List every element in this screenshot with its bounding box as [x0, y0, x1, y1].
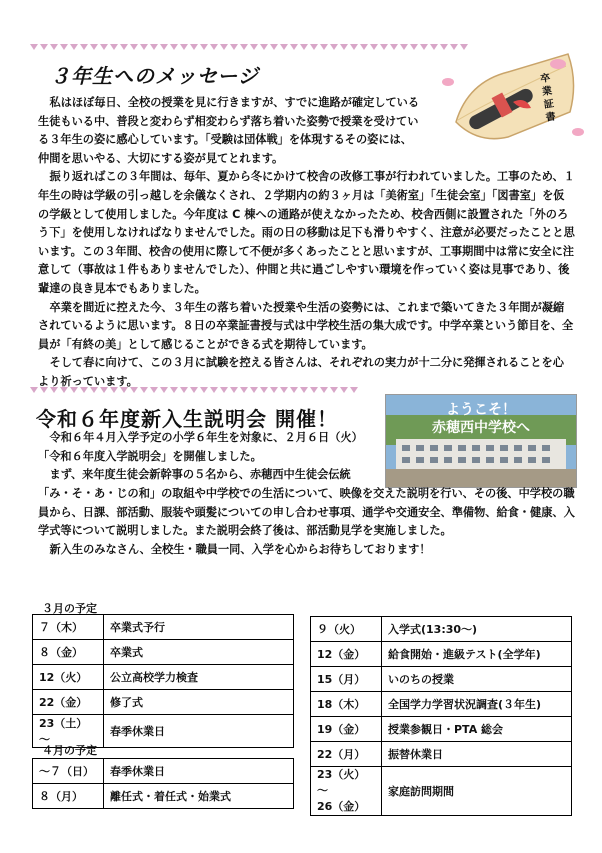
divider-mark [120, 387, 128, 393]
divider-mark [310, 44, 318, 50]
divider-mark [350, 387, 358, 393]
message-paragraph: 私はほぼ毎日、全校の授業を見に行きますが、すでに進路が確定している生徒もいる中、普段と変わらず相変わらず落ち着いた姿勢で授業を受けている３年生の姿に感心しています。「受験は団体戦」を体現するその姿には、仲間を思いやる、大切にする姿が見てとれます。 [38, 96, 420, 165]
divider-mark [270, 44, 278, 50]
schedule-event: 振替休業日 [382, 742, 572, 767]
schedule-row [311, 767, 572, 816]
divider-mark [210, 387, 218, 393]
divider-mark [340, 44, 348, 50]
top-divider [30, 44, 470, 50]
schedule-date: ８（月） [33, 784, 104, 809]
divider-mark [200, 44, 208, 50]
schedule-event: 卒業式予行 [104, 615, 294, 640]
divider-mark [210, 44, 218, 50]
orientation-line: 「令和６年度入学説明会」を開催しました。 [38, 449, 262, 463]
divider-mark [90, 387, 98, 393]
schedule-date: 19（金） [311, 717, 382, 742]
divider-mark [200, 387, 208, 393]
middle-divider [30, 387, 360, 393]
april-schedule-title: ４月の予定 [42, 744, 97, 757]
march-schedule-title: ３月の予定 [42, 602, 97, 615]
divider-mark [150, 387, 158, 393]
divider-mark [250, 44, 258, 50]
divider-mark [180, 44, 188, 50]
divider-mark [420, 44, 428, 50]
divider-mark [320, 387, 328, 393]
divider-mark [230, 387, 238, 393]
divider-mark [120, 44, 128, 50]
divider-mark [90, 44, 98, 50]
message-paragraph: 卒業を間近に控えた今、３年生の落ち着いた授業や生活の姿勢には、これまで築いてきた３年間が凝縮されているように思います。８日の卒業証書授与式は中学校生活の集大成です。中学卒業という節目を、全員が「有終の美」として感じることができる式を期待しています。 [38, 300, 574, 351]
divider-mark [50, 44, 58, 50]
schedule-row [311, 692, 572, 717]
divider-mark [330, 387, 338, 393]
divider-mark [290, 44, 298, 50]
schedule-row [311, 667, 572, 692]
divider-mark [300, 44, 308, 50]
divider-mark [260, 44, 268, 50]
schedule-date: 23（土）～ [33, 715, 104, 748]
schedule-row [33, 640, 294, 665]
schedule-date: 18（木） [311, 692, 382, 717]
divider-mark [230, 44, 238, 50]
divider-mark [430, 44, 438, 50]
divider-mark [300, 387, 308, 393]
divider-mark [30, 387, 38, 393]
divider-mark [270, 387, 278, 393]
april-schedule-table-right [310, 616, 572, 816]
divider-mark [340, 387, 348, 393]
divider-mark [250, 387, 258, 393]
divider-mark [220, 387, 228, 393]
divider-mark [80, 44, 88, 50]
schedule-event: 給食開始・進級テスト(全学年) [382, 642, 572, 667]
message-paragraph: そして春に向けて、この３月に試験を控える皆さんは、それぞれの実力が十二分に発揮されることを心より祈っています。 [38, 356, 564, 388]
divider-mark [290, 387, 298, 393]
schedule-row [33, 615, 294, 640]
april-schedule-table-left [32, 758, 294, 809]
divider-mark [50, 387, 58, 393]
schedule-date: ７（木） [33, 615, 104, 640]
divider-mark [170, 387, 178, 393]
divider-mark [130, 44, 138, 50]
schedule-date: ８（金） [33, 640, 104, 665]
divider-mark [70, 44, 78, 50]
divider-mark [320, 44, 328, 50]
schedule-row [311, 617, 572, 642]
divider-mark [260, 387, 268, 393]
schedule-event: 春季休業日 [104, 759, 294, 784]
message-paragraph: 振り返ればこの３年間は、毎年、夏から冬にかけて校舎の改修工事が行われていました。工事のため、１年生の時は学級の引っ越しを余儀なくされ、２学期内の約３ヶ月は「美術室」「生徒会室」「図書室」を仮の学級として使用しました。今年度は C 棟への通路が使えなかったため、校舎西側に設置された「外のろう下」を使用しなければなりませんでした。雨の日の移動は足下も滑りやすく、注意が必要だったことと思います。この３年間、校舎の使用に際して不便が多くあったことと思いますが、工事期間中は常に安全に注意して（事故は１件もありませんでした）、仲間と共に過ごしやすい環境を作っていく姿は見事であり、後輩達の良き見本でもありました。 [38, 170, 575, 295]
schedule-date: ９（火） [311, 617, 382, 642]
divider-mark [40, 387, 48, 393]
divider-mark [80, 387, 88, 393]
schedule-event: 修了式 [104, 690, 294, 715]
divider-mark [410, 44, 418, 50]
schedule-event: 全国学力学習状況調査(３年生) [382, 692, 572, 717]
divider-mark [400, 44, 408, 50]
schedule-event: 春季休業日 [104, 715, 294, 748]
orientation-title: 令和６年度新入生説明会 開催！ [36, 407, 338, 431]
message-title: ３年生へのメッセージ [50, 64, 259, 88]
schedule-row [33, 665, 294, 690]
divider-mark [190, 387, 198, 393]
divider-mark [170, 44, 178, 50]
divider-mark [150, 44, 158, 50]
schedule-date: ～７（日） [33, 759, 104, 784]
divider-mark [30, 44, 38, 50]
schedule-event: 入学式(13:30～) [382, 617, 572, 642]
school-photo [385, 394, 577, 488]
divider-mark [130, 387, 138, 393]
divider-mark [60, 387, 68, 393]
divider-mark [240, 387, 248, 393]
divider-mark [390, 44, 398, 50]
divider-mark [310, 387, 318, 393]
schedule-event: 授業参観日・PTA 総会 [382, 717, 572, 742]
schedule-date: 12（金） [311, 642, 382, 667]
divider-mark [100, 387, 108, 393]
divider-mark [350, 44, 358, 50]
schedule-date: 22（金） [33, 690, 104, 715]
schedule-event: 離任式・着任式・始業式 [104, 784, 294, 809]
divider-mark [380, 44, 388, 50]
orientation-line: 令和６年４月入学予定の小学６年生を対象に、２月６日（火） [49, 431, 363, 444]
divider-mark [240, 44, 248, 50]
schedule-date: 12（火） [33, 665, 104, 690]
schedule-event: いのちの授業 [382, 667, 572, 692]
divider-mark [40, 44, 48, 50]
scroll-text: 卒業証書 [539, 72, 557, 124]
schedule-date: 22（月） [311, 742, 382, 767]
schedule-event: 家庭訪問期間 [382, 767, 572, 816]
schedule-event: 公立高校学力検査 [104, 665, 294, 690]
schedule-row [311, 742, 572, 767]
schedule-event: 卒業式 [104, 640, 294, 665]
divider-mark [70, 387, 78, 393]
message-body [38, 94, 575, 392]
orientation-body [38, 485, 575, 559]
march-schedule-table [32, 614, 294, 748]
orientation-body-top [38, 429, 378, 485]
divider-mark [110, 387, 118, 393]
schedule-row [33, 759, 294, 784]
divider-mark [60, 44, 68, 50]
divider-mark [180, 387, 188, 393]
divider-mark [330, 44, 338, 50]
divider-mark [160, 387, 168, 393]
schedule-date: 23（火）～ 26（金） [311, 767, 382, 816]
divider-mark [140, 44, 148, 50]
divider-mark [160, 44, 168, 50]
schedule-date: 15（月） [311, 667, 382, 692]
divider-mark [360, 44, 368, 50]
divider-mark [280, 387, 288, 393]
photo-caption: ようこそ！ 赤穂西中学校へ [432, 402, 530, 436]
divider-mark [140, 387, 148, 393]
orientation-paragraph: 新入生のみなさん、全校生・職員一同、入学を心からお待ちしております！ [49, 542, 431, 556]
divider-mark [110, 44, 118, 50]
schedule-row [311, 642, 572, 667]
divider-mark [370, 44, 378, 50]
divider-mark [100, 44, 108, 50]
schedule-row [311, 717, 572, 742]
schedule-row [33, 690, 294, 715]
schedule-row [33, 784, 294, 809]
orientation-paragraph: 「み・そ・あ・じの和」の取組や中学校での生活について、映像を交えた説明を行い、その後、中学校の職員から、日課、部活動、服装や頭髪についての申し合わせ事項、通学や交通安全、準備物、給食・健康、入学式等について説明しました。また説明会終了後は、部活動見学を実施しました。 [38, 487, 575, 538]
divider-mark [190, 44, 198, 50]
divider-mark [220, 44, 228, 50]
divider-mark [280, 44, 288, 50]
orientation-line: まず、来年度生徒会新幹事の５名から、赤穂西中生徒会伝統 [49, 468, 351, 482]
